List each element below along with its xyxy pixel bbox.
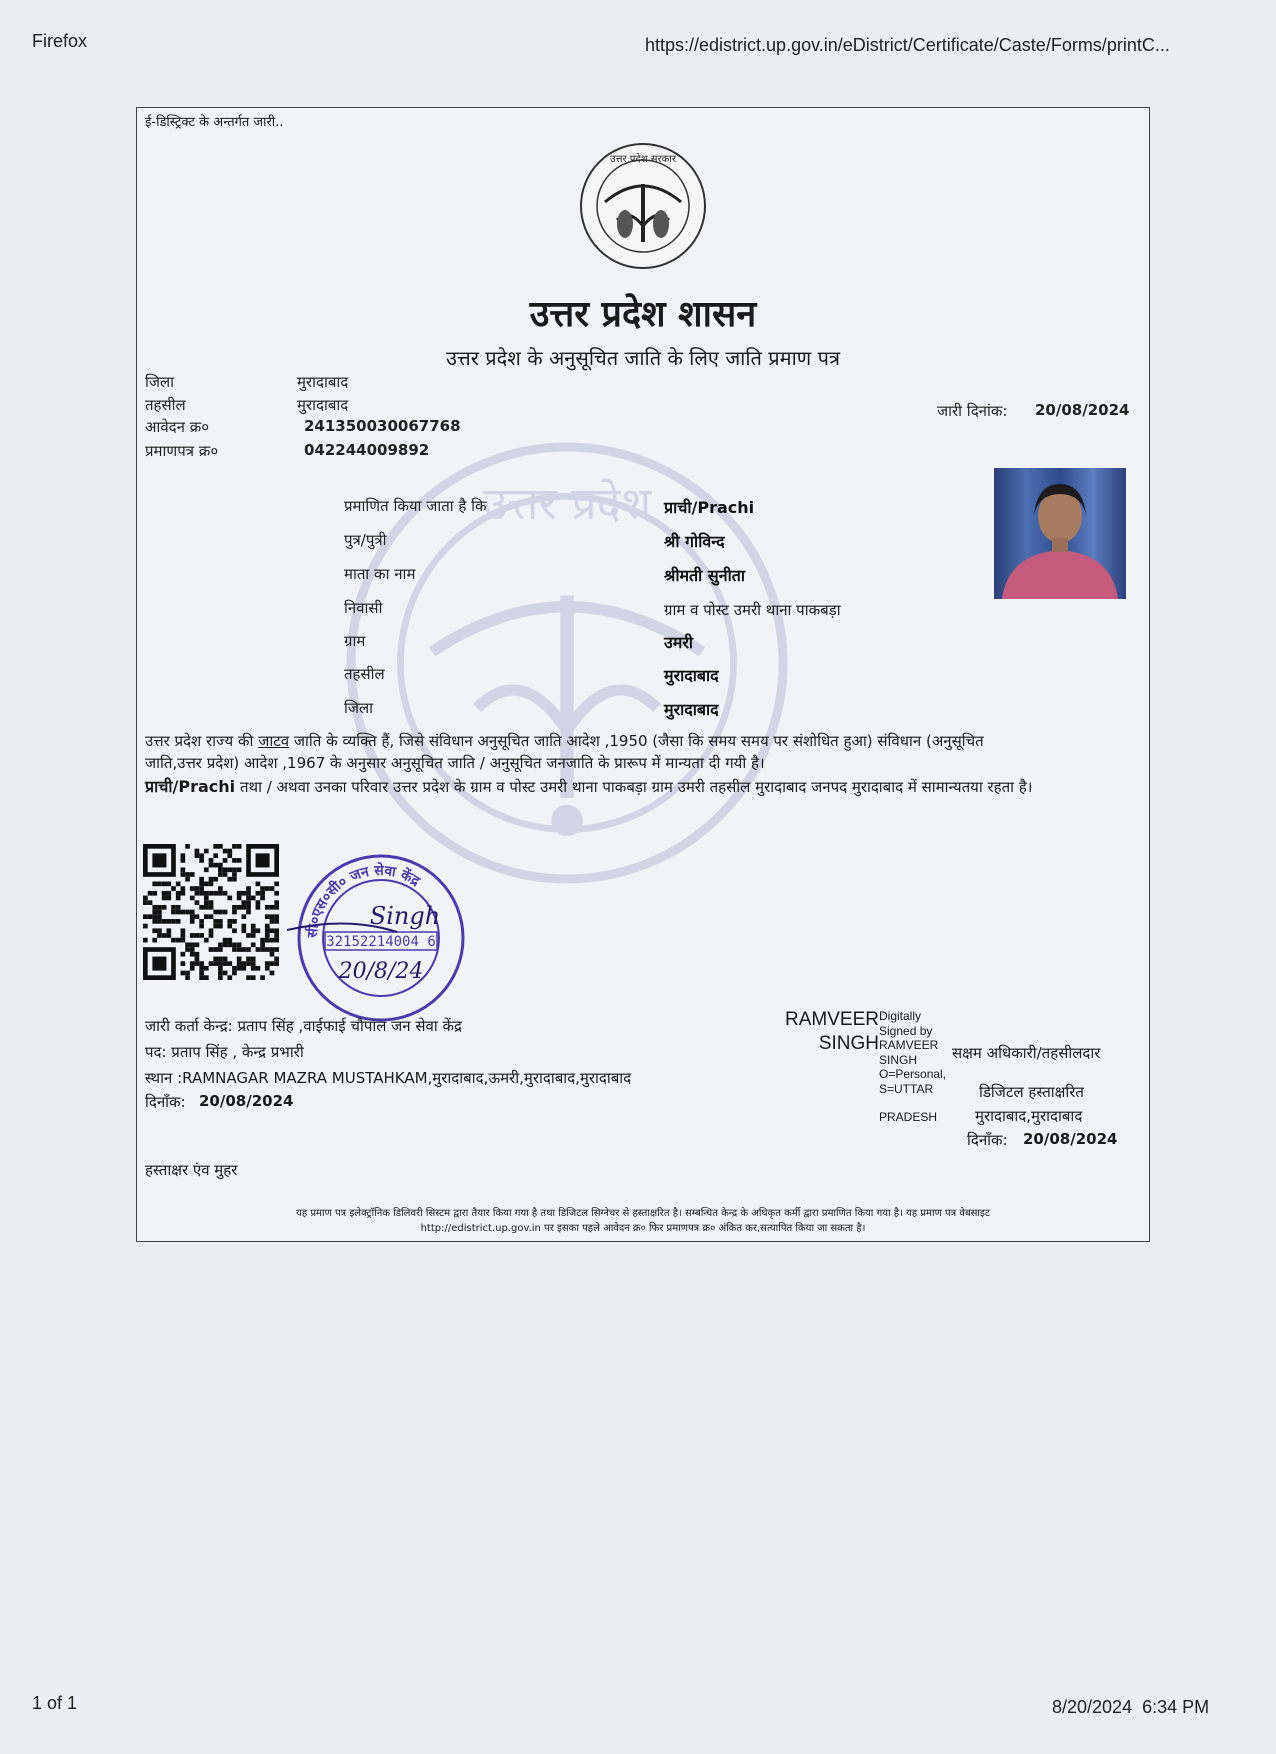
district-value: मुरादाबाद — [297, 373, 349, 391]
center-stamp-icon — [287, 846, 477, 1026]
certificate — [136, 107, 1150, 1242]
top-note: ई-डिस्ट्रिक्ट के अन्तर्गत जारी.. — [145, 115, 284, 130]
signer-name-line1: RAMVEER — [785, 1009, 879, 1030]
authority-title: सक्षम अधिकारी/तहसीलदार — [952, 1044, 1101, 1062]
signer-name-line2: SINGH — [818, 1033, 879, 1054]
issue-date-label: जारी दिनांक: — [937, 402, 1008, 420]
stamp-code: 32152214004 6 — [326, 934, 436, 950]
detail-label: निवासी — [344, 599, 383, 617]
authority-office: मुरादाबाद,मुरादाबाद — [975, 1107, 1083, 1125]
issuer-date-value: 20/08/2024 — [199, 1092, 294, 1110]
digital-signature-details — [879, 1009, 946, 1125]
up-emblem-icon — [577, 140, 709, 272]
residence-name: प्राची/Prachi — [145, 777, 236, 796]
detail-label: ग्राम — [344, 632, 366, 650]
stamp-signature: Singh — [369, 902, 441, 930]
certificate-footer-note — [141, 1206, 1145, 1236]
issuer-date-label: दिनाँक: — [145, 1093, 186, 1111]
authority-date-label: दिनाँक: — [967, 1131, 1008, 1149]
signature-seal-label: हस्ताक्षर एंव मुहर — [145, 1161, 238, 1179]
sig-detail-line — [879, 1096, 946, 1110]
watermark-text: उत्तर प्रदेश — [482, 477, 652, 530]
detail-label: तहसील — [344, 665, 385, 683]
sig-detail-line: PRADESH — [879, 1110, 938, 1124]
print-time: 8/20/2024 6:34 PM — [1052, 1697, 1210, 1717]
detail-tehsil-value: मुरादाबाद — [664, 666, 719, 685]
detail-father-value: श्री गोविन्द — [664, 532, 725, 551]
detail-name-value: प्राची/Prachi — [664, 498, 755, 517]
sig-detail-line: S=UTTAR — [879, 1081, 934, 1096]
tehsil-value: मुरादाबाद — [297, 396, 349, 414]
application-number: 241350030067768 — [304, 417, 461, 435]
residence-statement — [145, 776, 1035, 798]
issuer-center: जारी कर्ता केन्द्र: प्रताप सिंह ,वाईफाई चौपाल जन सेवा केंद्र — [145, 1017, 463, 1035]
stamp-arc-text: सी०एस०सी० जन सेवा केंद्र — [304, 862, 423, 939]
sig-detail-line: RAMVEER — [879, 1038, 939, 1052]
browser-url: https://edistrict.up.gov.in/eDistrict/Certificate/Caste/Forms/printC... — [645, 35, 1170, 55]
detail-district-value: मुरादाबाद — [664, 700, 719, 719]
sig-detail-line: SINGH — [879, 1052, 918, 1067]
emblem-text: उत्तर प्रदेश सरकार — [610, 154, 676, 165]
sig-detail-line: Signed by — [879, 1023, 933, 1038]
application-label: आवेदन क्र० — [145, 418, 210, 436]
detail-village-value: उमरी — [664, 633, 694, 652]
issue-date-value: 20/08/2024 — [1035, 401, 1130, 419]
stamp-date: 20/8/24 — [338, 959, 424, 984]
caste-statement — [145, 730, 1035, 774]
applicant-photo — [994, 468, 1126, 599]
sig-detail-line: Digitally — [879, 1009, 922, 1023]
page-count: 1 of 1 — [32, 1693, 78, 1713]
tehsil-label: तहसील — [145, 396, 186, 414]
district-label: जिला — [145, 373, 175, 391]
digital-signed-label: डिजिटल हस्ताक्षरित — [979, 1083, 1084, 1101]
residence-text: तथा / अथवा उनका परिवार उत्तर प्रदेश के ग्राम व पोस्ट उमरी थाना पाकबड़ा ग्राम उमरी तहसील मुरादाबाद जनपद मुरादाबाद में सामान्यतया रहता है। — [235, 778, 1033, 796]
qr-code-icon — [143, 844, 279, 980]
certificate-number: 042244009892 — [304, 441, 430, 459]
caste-name: जाटव — [258, 732, 290, 750]
digital-signer-name — [769, 1008, 879, 1056]
detail-label: माता का नाम — [344, 565, 416, 583]
caste-statement-pre: उत्तर प्रदेश राज्य की — [145, 732, 259, 750]
caste-statement-post: जाति के व्यक्ति हैं, जिसे संविधान अनुसूचित जाति आदेश ,1950 (जैसा कि समय समय पर संशोधित हुआ) संविधान (अनुसूचित जाति,उत्तर प्रदेश) आदेश ,1967 के अनुसार अनुसूचित जाति / अनुसूचित जनजाति के प्रारूप में मान्यता दी गयी है। — [145, 732, 984, 772]
footer-line1: यह प्रमाण पत्र इलेक्ट्रॉनिक डिलिवरी सिस्टम द्वारा तैयार किया गया है तथा डिजिटल सिग्नेचर से हस्ताक्षरित है। सम्बन्धित केन्द्र के अधिकृत कर्मी द्वारा प्रमाणित किया गया है। यह प्रमाण पत्र वेबसाइट — [296, 1208, 990, 1219]
certificate-title: उत्तर प्रदेश शासन — [529, 293, 757, 335]
browser-app-name: Firefox — [32, 31, 88, 51]
detail-mother-value: श्रीमती सुनीता — [664, 566, 745, 585]
detail-address-value: ग्राम व पोस्ट उमरी थाना पाकबड़ा — [664, 601, 841, 619]
detail-label: पुत्र/पुत्री — [344, 531, 387, 549]
issuer-place: स्थान :RAMNAGAR MAZRA MUSTAHKAM,मुरादाबाद,ऊमरी,मुरादाबाद,मुरादाबाद — [145, 1069, 632, 1087]
authority-date-value: 20/08/2024 — [1023, 1130, 1118, 1148]
detail-label: जिला — [344, 699, 374, 717]
sig-detail-line: O=Personal, — [879, 1067, 947, 1081]
footer-line2: http://edistrict.up.gov.in पर इसका पहले आवेदन क्र० फिर प्रमाणपत्र क्र० अंकित कर,सत्यापित किया जा सकता है। — [420, 1223, 866, 1234]
issuer-post: पद: प्रताप सिंह , केन्द्र प्रभारी — [145, 1043, 304, 1061]
certificate-label: प्रमाणपत्र क्र० — [145, 442, 219, 460]
certificate-subtitle: उत्तर प्रदेश के अनुसूचित जाति के लिए जाति प्रमाण पत्र — [445, 346, 841, 370]
detail-label: प्रमाणित किया जाता है कि — [344, 497, 487, 515]
